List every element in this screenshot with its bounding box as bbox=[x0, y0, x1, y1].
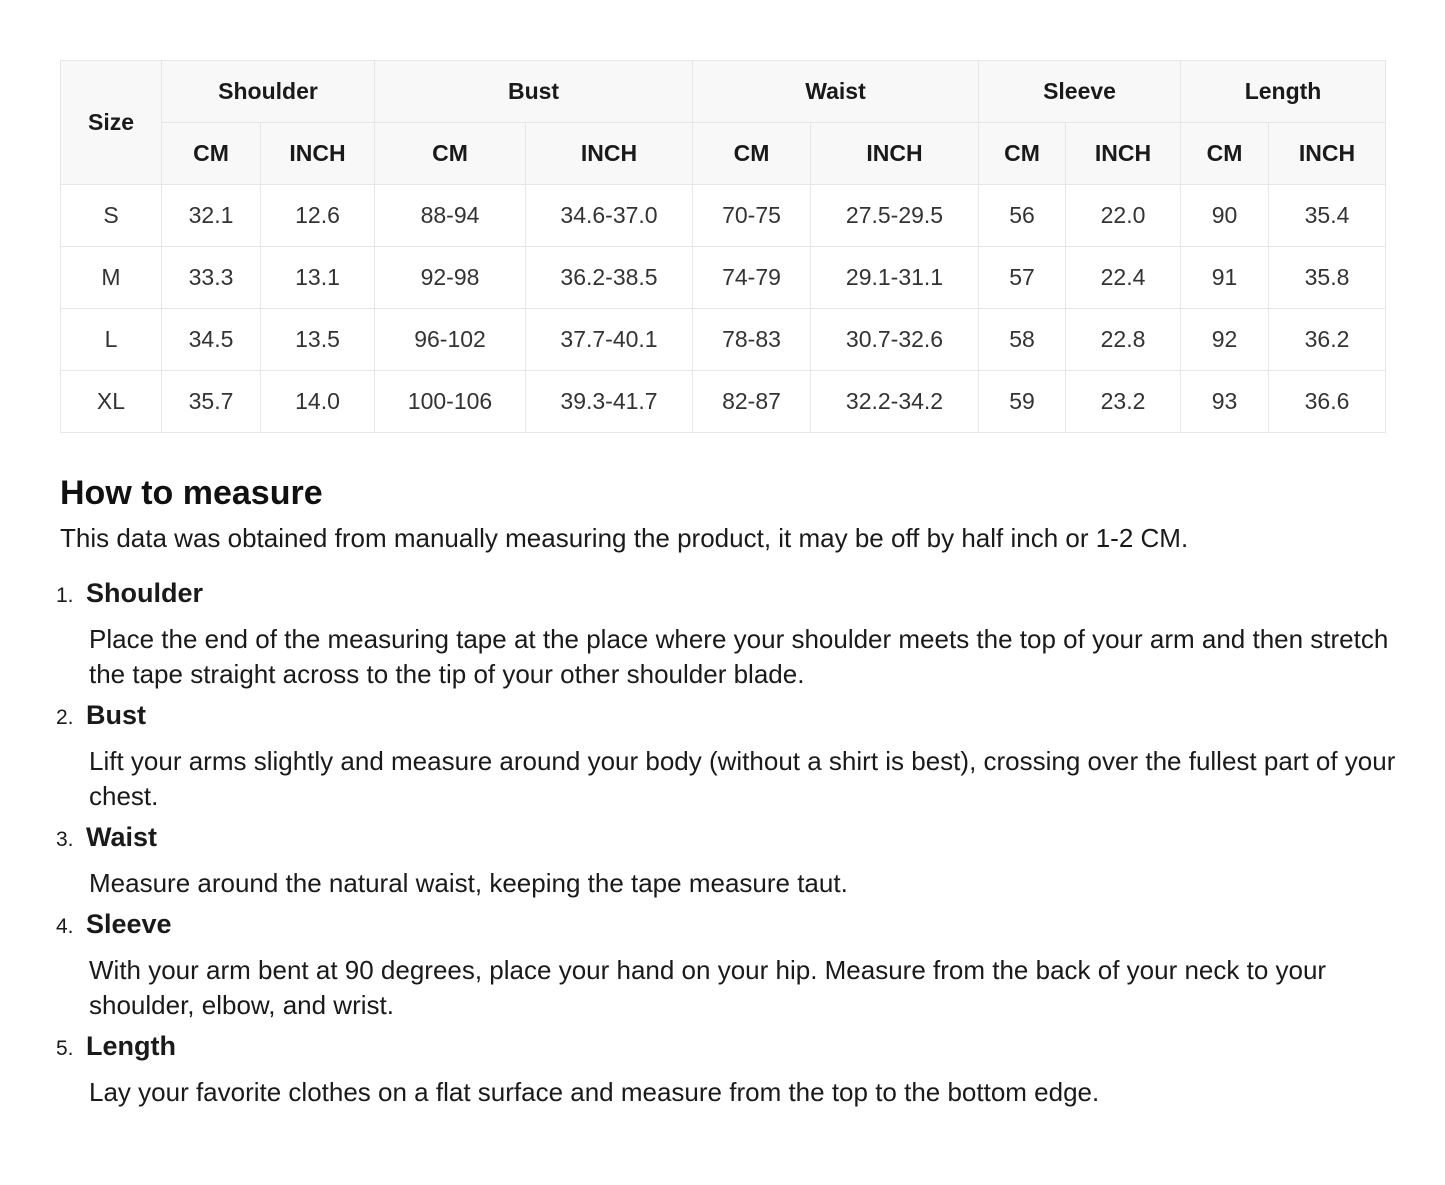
list-item-number: 1. bbox=[56, 584, 74, 607]
list-item-head bbox=[56, 909, 1405, 945]
table-cell: 23.2 bbox=[1066, 371, 1181, 433]
table-cell: 36.2 bbox=[1269, 309, 1386, 371]
table-cell: 92-98 bbox=[375, 247, 526, 309]
list-item-number: 5. bbox=[56, 1037, 74, 1060]
table-header-row bbox=[61, 61, 1386, 123]
table-row bbox=[61, 371, 1386, 433]
table-cell: 74-79 bbox=[693, 247, 811, 309]
unit-header-row bbox=[61, 123, 1386, 185]
list-item-description: With your arm bent at 90 degrees, place your hand on your hip. Measure from the back of your neck to your shoulder, elbow, and wrist. bbox=[89, 955, 1327, 1020]
table-cell: 27.5-29.5 bbox=[811, 185, 979, 247]
table-cell: 13.1 bbox=[261, 247, 375, 309]
list-item-number: 3. bbox=[56, 828, 74, 851]
how-to-measure-section bbox=[56, 470, 1405, 1118]
table-cell: 14.0 bbox=[261, 371, 375, 433]
list-item-head bbox=[56, 578, 1405, 614]
list-item-description: Lift your arms slightly and measure around your body (without a shirt is best), crossing over the fullest part of your chest. bbox=[89, 746, 1396, 811]
table-cell: 90 bbox=[1181, 185, 1269, 247]
table-cell: 96-102 bbox=[375, 309, 526, 371]
table-cell: 35.7 bbox=[162, 371, 261, 433]
table-cell: 35.4 bbox=[1269, 185, 1386, 247]
table-cell: 12.6 bbox=[261, 185, 375, 247]
list-item-description: Lay your favorite clothes on a flat surface and measure from the top to the bottom edge. bbox=[89, 1077, 1100, 1107]
list-item-number: 2. bbox=[56, 706, 74, 729]
group-header-waist: Waist bbox=[693, 61, 979, 123]
measure-list bbox=[56, 578, 1405, 1110]
intro-text: This data was obtained from manually measuring the product, it may be off by half inch or 1-2 CM. bbox=[60, 523, 1189, 553]
table-cell: 92 bbox=[1181, 309, 1269, 371]
table-row bbox=[61, 185, 1386, 247]
table-cell: 82-87 bbox=[693, 371, 811, 433]
unit-header: INCH bbox=[1066, 123, 1181, 185]
list-item-title: Length bbox=[86, 1031, 176, 1061]
list-item-description: Measure around the natural waist, keeping the tape measure taut. bbox=[89, 868, 848, 898]
table-cell: 22.0 bbox=[1066, 185, 1181, 247]
size-chart-table bbox=[60, 60, 1386, 433]
list-item-head bbox=[56, 700, 1405, 736]
group-header-shoulder: Shoulder bbox=[162, 61, 375, 123]
group-header-bust: Bust bbox=[375, 61, 693, 123]
list-item bbox=[56, 1031, 1405, 1110]
list-item-head bbox=[56, 822, 1405, 858]
list-item-title: Shoulder bbox=[86, 578, 204, 608]
list-item-number: 4. bbox=[56, 915, 74, 938]
size-cell: XL bbox=[61, 371, 162, 433]
table-cell: 36.2-38.5 bbox=[526, 247, 693, 309]
table-cell: 34.6-37.0 bbox=[526, 185, 693, 247]
list-item-head bbox=[56, 1031, 1405, 1067]
list-item bbox=[56, 578, 1405, 692]
size-header: Size bbox=[61, 61, 162, 185]
list-item-title: Sleeve bbox=[86, 909, 172, 939]
list-item bbox=[56, 700, 1405, 814]
table-cell: 58 bbox=[979, 309, 1066, 371]
table-cell: 57 bbox=[979, 247, 1066, 309]
table-cell: 22.8 bbox=[1066, 309, 1181, 371]
table-cell: 32.2-34.2 bbox=[811, 371, 979, 433]
table-cell: 13.5 bbox=[261, 309, 375, 371]
unit-header: INCH bbox=[1269, 123, 1386, 185]
size-cell: M bbox=[61, 247, 162, 309]
table-cell: 39.3-41.7 bbox=[526, 371, 693, 433]
list-item-title: Bust bbox=[86, 700, 146, 730]
table-cell: 91 bbox=[1181, 247, 1269, 309]
table-cell: 30.7-32.6 bbox=[811, 309, 979, 371]
unit-header: INCH bbox=[526, 123, 693, 185]
table-row bbox=[61, 309, 1386, 371]
unit-header: CM bbox=[693, 123, 811, 185]
table-cell: 35.8 bbox=[1269, 247, 1386, 309]
table-cell: 70-75 bbox=[693, 185, 811, 247]
unit-header: CM bbox=[1181, 123, 1269, 185]
table-cell: 100-106 bbox=[375, 371, 526, 433]
table-cell: 37.7-40.1 bbox=[526, 309, 693, 371]
table-cell: 88-94 bbox=[375, 185, 526, 247]
list-item bbox=[56, 822, 1405, 901]
size-cell: S bbox=[61, 185, 162, 247]
table-cell: 22.4 bbox=[1066, 247, 1181, 309]
table-cell: 78-83 bbox=[693, 309, 811, 371]
section-title: How to measure bbox=[60, 474, 323, 512]
table-cell: 29.1-31.1 bbox=[811, 247, 979, 309]
group-header-sleeve: Sleeve bbox=[979, 61, 1181, 123]
unit-header: CM bbox=[162, 123, 261, 185]
table-cell: 36.6 bbox=[1269, 371, 1386, 433]
group-header-length: Length bbox=[1181, 61, 1386, 123]
unit-header: CM bbox=[375, 123, 526, 185]
unit-header: INCH bbox=[811, 123, 979, 185]
list-item-title: Waist bbox=[86, 822, 158, 852]
table-cell: 93 bbox=[1181, 371, 1269, 433]
size-cell: L bbox=[61, 309, 162, 371]
table-cell: 33.3 bbox=[162, 247, 261, 309]
table-cell: 34.5 bbox=[162, 309, 261, 371]
table-cell: 59 bbox=[979, 371, 1066, 433]
list-item bbox=[56, 909, 1405, 1023]
unit-header: INCH bbox=[261, 123, 375, 185]
unit-header: CM bbox=[979, 123, 1066, 185]
table-cell: 56 bbox=[979, 185, 1066, 247]
table-cell: 32.1 bbox=[162, 185, 261, 247]
list-item-description: Place the end of the measuring tape at the place where your shoulder meets the top of your arm and then stretch the tape straight across to the tip of your other shoulder blade. bbox=[89, 624, 1389, 689]
table-row bbox=[61, 247, 1386, 309]
